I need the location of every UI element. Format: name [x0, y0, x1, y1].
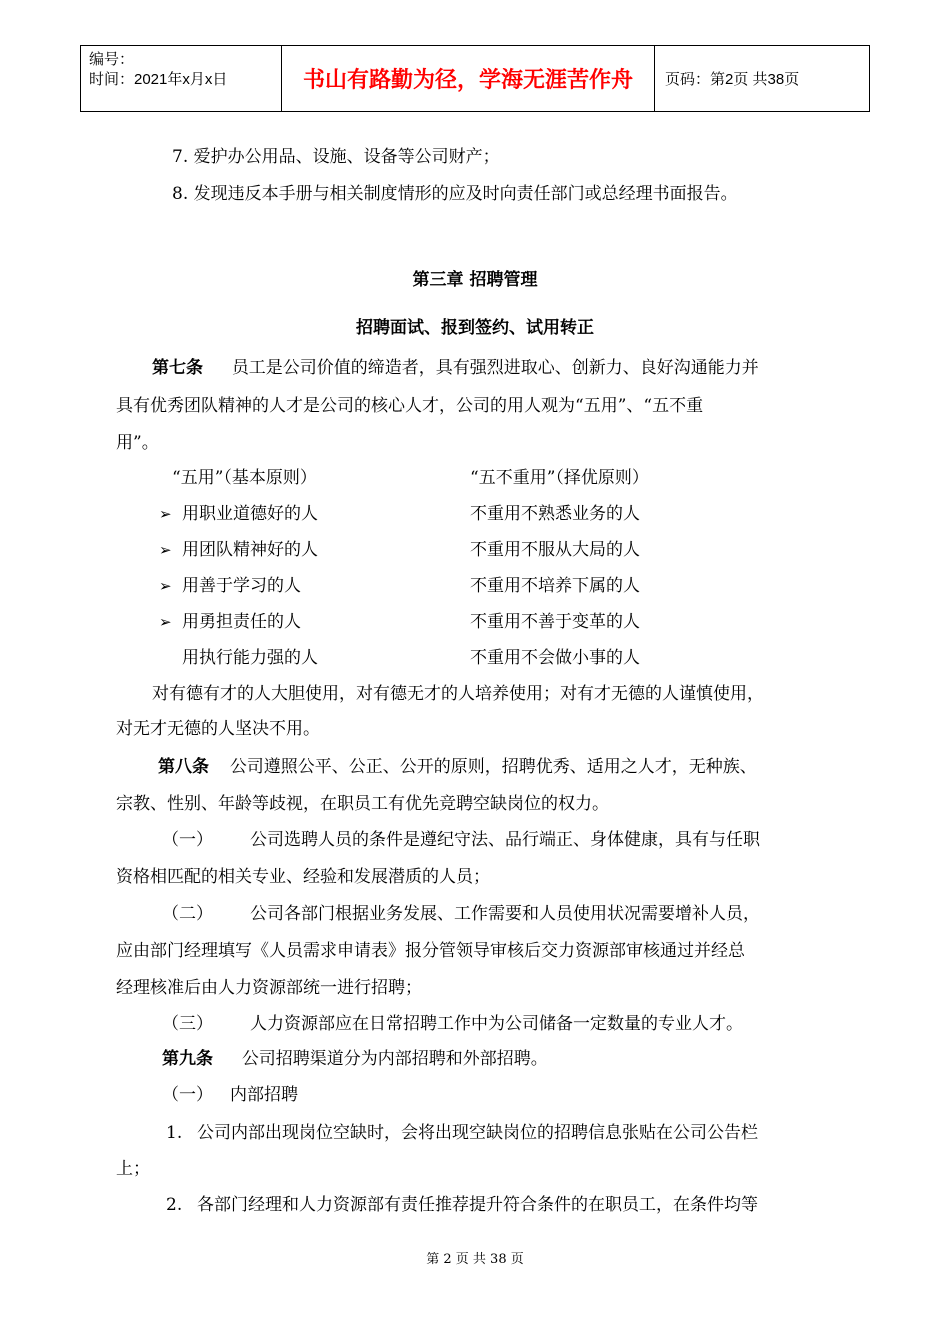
article7-line1	[152, 357, 759, 379]
article8-line2: 宗教、性别、年龄等歧视，在职员工有优先竞聘空缺岗位的权力。	[116, 794, 609, 814]
article9-item1-line1: 公司内部出现岗位空缺时，会将出现空缺岗位的招聘信息张贴在公司公告栏	[197, 1123, 758, 1143]
principles-header-left: “五用”（基本原则）	[172, 468, 317, 488]
principle-left-4: 用勇担责任的人	[182, 612, 301, 632]
principle-right-1: 不重用不熟悉业务的人	[470, 504, 640, 524]
article7-text1: 员工是公司价值的缔造者，具有强烈进取心、创新力、良好沟通能力并	[231, 358, 759, 378]
article8-p2-line3: 经理核准后由人力资源部统一进行招聘；	[116, 978, 422, 998]
item-8: 8. 发现违反本手册与相关制度情形的应及时向责任部门或总经理书面报告。	[172, 184, 738, 204]
article8-p1-line2: 资格相匹配的相关专业、经验和发展潜质的人员；	[116, 867, 490, 887]
number-label: 编号：	[89, 51, 135, 68]
arrow-bullet-icon: ➢	[159, 613, 172, 631]
article8-p1-label: （一）	[162, 830, 213, 850]
principle-left-2: 用团队精神好的人	[182, 540, 318, 560]
article9-text1: 公司招聘渠道分为内部招聘和外部招聘。	[241, 1049, 548, 1069]
summary-line2: 对无才无德的人坚决不用。	[116, 719, 320, 739]
header-motto: 书山有路勤为径，学海无涯苦作舟	[282, 46, 655, 111]
article8-p2-line1: 公司各部门根据业务发展、工作需要和人员使用状况需要增补人员，	[250, 904, 760, 924]
article8-p1-line1: 公司选聘人员的条件是遵纪守法、品行端正、身体健康，具有与任职	[250, 830, 760, 850]
principle-left-1: 用职业道德好的人	[182, 504, 318, 524]
article7-line3: 用”。	[116, 433, 159, 453]
article9-item1-num: 1.	[166, 1123, 183, 1143]
article9-item1-line2: 上；	[116, 1159, 150, 1179]
article9-item2-line1: 各部门经理和人力资源部有责任推荐提升符合条件的在职员工，在条件均等	[197, 1195, 758, 1215]
arrow-bullet-icon: ➢	[159, 577, 172, 595]
article9-sub-title: 内部招聘	[230, 1085, 298, 1105]
header-page-info: 页码：第2页 共38页	[665, 71, 800, 88]
principle-right-2: 不重用不服从大局的人	[470, 540, 640, 560]
principle-left-3: 用善于学习的人	[182, 576, 301, 596]
article7-line2: 具有优秀团队精神的人才是公司的核心人才，公司的用人观为“五用”、“五不重	[116, 396, 704, 416]
principle-left-5: 用执行能力强的人	[182, 648, 318, 668]
arrow-bullet-icon: ➢	[159, 505, 172, 523]
article8-p3-label: （三）	[162, 1014, 213, 1034]
page-footer: 第 2 页 共 38 页	[426, 1252, 524, 1267]
article7-label: 第七条	[152, 358, 203, 378]
article8-text1: 公司遵照公平、公正、公开的原则，招聘优秀、适用之人才，无种族、	[229, 757, 757, 777]
article8-p3-line1: 人力资源部应在日常招聘工作中为公司储备一定数量的专业人才。	[250, 1014, 743, 1034]
article9-item2-num: 2.	[166, 1195, 183, 1215]
principle-right-4: 不重用不善于变革的人	[470, 612, 640, 632]
item-7: 7. 爱护办公用品、设施、设备等公司财产；	[172, 147, 500, 167]
principle-right-5: 不重用不会做小事的人	[470, 648, 640, 668]
article8-p2-label: （二）	[162, 904, 213, 924]
header-table	[80, 45, 870, 112]
chapter-title: 第三章 招聘管理	[412, 270, 538, 290]
principles-header-right: “五不重用”（择优原则）	[470, 468, 649, 488]
header-meta	[81, 46, 282, 111]
article8-line1	[158, 756, 757, 778]
section-title: 招聘面试、报到签约、试用转正	[356, 318, 594, 338]
summary-line1: 对有德有才的人大胆使用，对有德无才的人培养使用；对有才无德的人谨慎使用，	[152, 684, 764, 704]
article8-p2-line2: 应由部门经理填写《人员需求申请表》报分管领导审核后交力资源部审核通过并经总	[116, 941, 745, 961]
principle-right-3: 不重用不培养下属的人	[470, 576, 640, 596]
article9-label: 第九条	[162, 1049, 213, 1069]
article9-sub-label: （一）	[162, 1085, 213, 1105]
time-label: 时间：2021年x月x日	[89, 71, 228, 88]
arrow-bullet-icon: ➢	[159, 541, 172, 559]
article8-label: 第八条	[158, 757, 209, 777]
article9-line1	[162, 1048, 548, 1070]
